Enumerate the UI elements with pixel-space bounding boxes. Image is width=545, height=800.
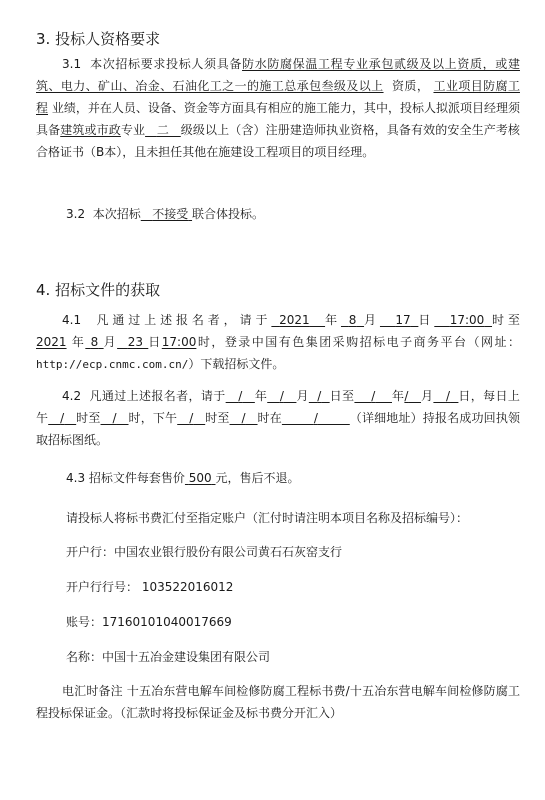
text: 年 xyxy=(71,335,86,349)
text: 级级以上（含）注册建造师执业资格，具备有效的安全生产考核合格证书（B本），且未担任其他在施建设工程项目的项目经理。 xyxy=(36,123,520,159)
qualification-requirement: 防水防腐保温工程专业承包贰级及以上资质，或建筑、电力、矿山、冶金、石油化工之一的施工总承包叁级及以上 xyxy=(36,57,520,93)
text: 年 xyxy=(325,313,341,327)
text: 月 xyxy=(421,389,434,403)
blank: / xyxy=(60,411,65,425)
paragraph-3-1 xyxy=(36,53,520,163)
paragraph-3-2 xyxy=(66,203,264,225)
text: 日至 xyxy=(329,389,355,403)
platform-url[interactable]: http://ecp.cnmc.com.cn/ xyxy=(36,358,189,371)
blank: / xyxy=(445,389,451,403)
start-day: 17 xyxy=(395,313,411,327)
text: 凡通过上述报名者，请于 xyxy=(89,389,226,403)
clause-number: 4.3 xyxy=(66,471,86,485)
blank: / xyxy=(313,411,318,425)
text: （详细地址）持报名成功回执领取招标图纸。 xyxy=(36,411,521,447)
bank-code: 开户行行号： 103522016012 xyxy=(66,580,234,594)
end-hour: 17:00 xyxy=(161,335,197,349)
text: 时，下午 xyxy=(128,411,178,425)
document-price: 500 xyxy=(188,471,212,485)
manager-level-value: 二 xyxy=(156,123,169,137)
start-hour: 17:00 xyxy=(449,313,485,327)
blank: / xyxy=(404,389,409,403)
text: 业绩，并在人员、设备、资金等方面具有相应的施工能力，其中，投标人拟派项目经理须具备 xyxy=(36,101,520,137)
clause-number: 3.2 xyxy=(66,207,86,221)
text: 月 xyxy=(103,335,118,349)
start-year: 2021 xyxy=(279,313,310,327)
text: 时至 xyxy=(76,411,101,425)
text: 资质， xyxy=(392,79,430,93)
text: 招标文件每套售价 xyxy=(88,471,185,485)
text: 凡通过上述报名者，请于 xyxy=(96,313,272,327)
blank: / xyxy=(371,389,376,403)
text: 专业 xyxy=(120,123,146,137)
text: 日，每日上午 xyxy=(36,389,520,425)
consortium-value: 不接受 xyxy=(152,207,189,221)
manager-specialty: 建筑或市政 xyxy=(60,123,121,137)
text: 时至 xyxy=(492,313,520,327)
account-name: 名称：中国十五冶金建设集团有限公司 xyxy=(66,650,271,664)
end-year: 2021 xyxy=(36,335,67,349)
paragraph-4-2 xyxy=(36,385,520,451)
text: 时至 xyxy=(205,411,230,425)
text: 联合体投标。 xyxy=(192,207,265,221)
end-day: 23 xyxy=(127,335,143,349)
performance-requirement: 工业项目防腐工程 xyxy=(36,79,520,115)
blank: / xyxy=(189,411,194,425)
remittance-note: 请投标人将标书费汇付至指定账户（汇付时请注明本项目名称及招标编号）： xyxy=(66,511,469,525)
text: ）下载招标文件。 xyxy=(188,357,285,371)
blank: / xyxy=(112,411,117,425)
section-3-heading: 3. 投标人资格要求 xyxy=(36,30,161,48)
text: 月 xyxy=(296,389,309,403)
blank: / xyxy=(317,389,322,403)
clause-number: 3.1 xyxy=(62,57,82,71)
section-4-heading: 4. 招标文件的获取 xyxy=(36,281,161,299)
text: 本次招标要求投标人须具备 xyxy=(90,57,243,71)
text: 日 xyxy=(418,313,435,327)
clause-number: 4.2 xyxy=(62,389,82,403)
text: 日 xyxy=(148,335,162,349)
clause-number: 4.1 xyxy=(62,313,82,327)
text: 元，售后不退。 xyxy=(215,471,300,485)
blank: / xyxy=(279,389,284,403)
text: 年 xyxy=(254,389,268,403)
paragraph-4-3 xyxy=(66,467,300,489)
start-month: 8 xyxy=(348,313,357,327)
remittance-remark: 电汇时备注 十五冶东营电解车间检修防腐工程标书费/十五冶东营电解车间检修防腐工程投标保证金。（汇款时将投标保证金及标书费分开汇入） xyxy=(36,684,520,720)
blank: / xyxy=(241,411,246,425)
text: 月 xyxy=(364,313,380,327)
text: 时，登录中国有色集团采购招标电子商务平台（网址： xyxy=(196,335,520,349)
text: 本次招标 xyxy=(92,207,141,221)
paragraph-4-1 xyxy=(36,309,520,376)
blank: / xyxy=(238,389,243,403)
account-number: 账号：17160101040017669 xyxy=(66,615,232,629)
end-month: 8 xyxy=(90,335,99,349)
consortium-option xyxy=(141,207,192,221)
manager-level xyxy=(145,123,181,137)
bank-name: 开户行：中国农业银行股份有限公司黄石石灰窑支行 xyxy=(66,545,343,559)
text: 年 xyxy=(392,389,405,403)
text: 时在 xyxy=(257,411,282,425)
